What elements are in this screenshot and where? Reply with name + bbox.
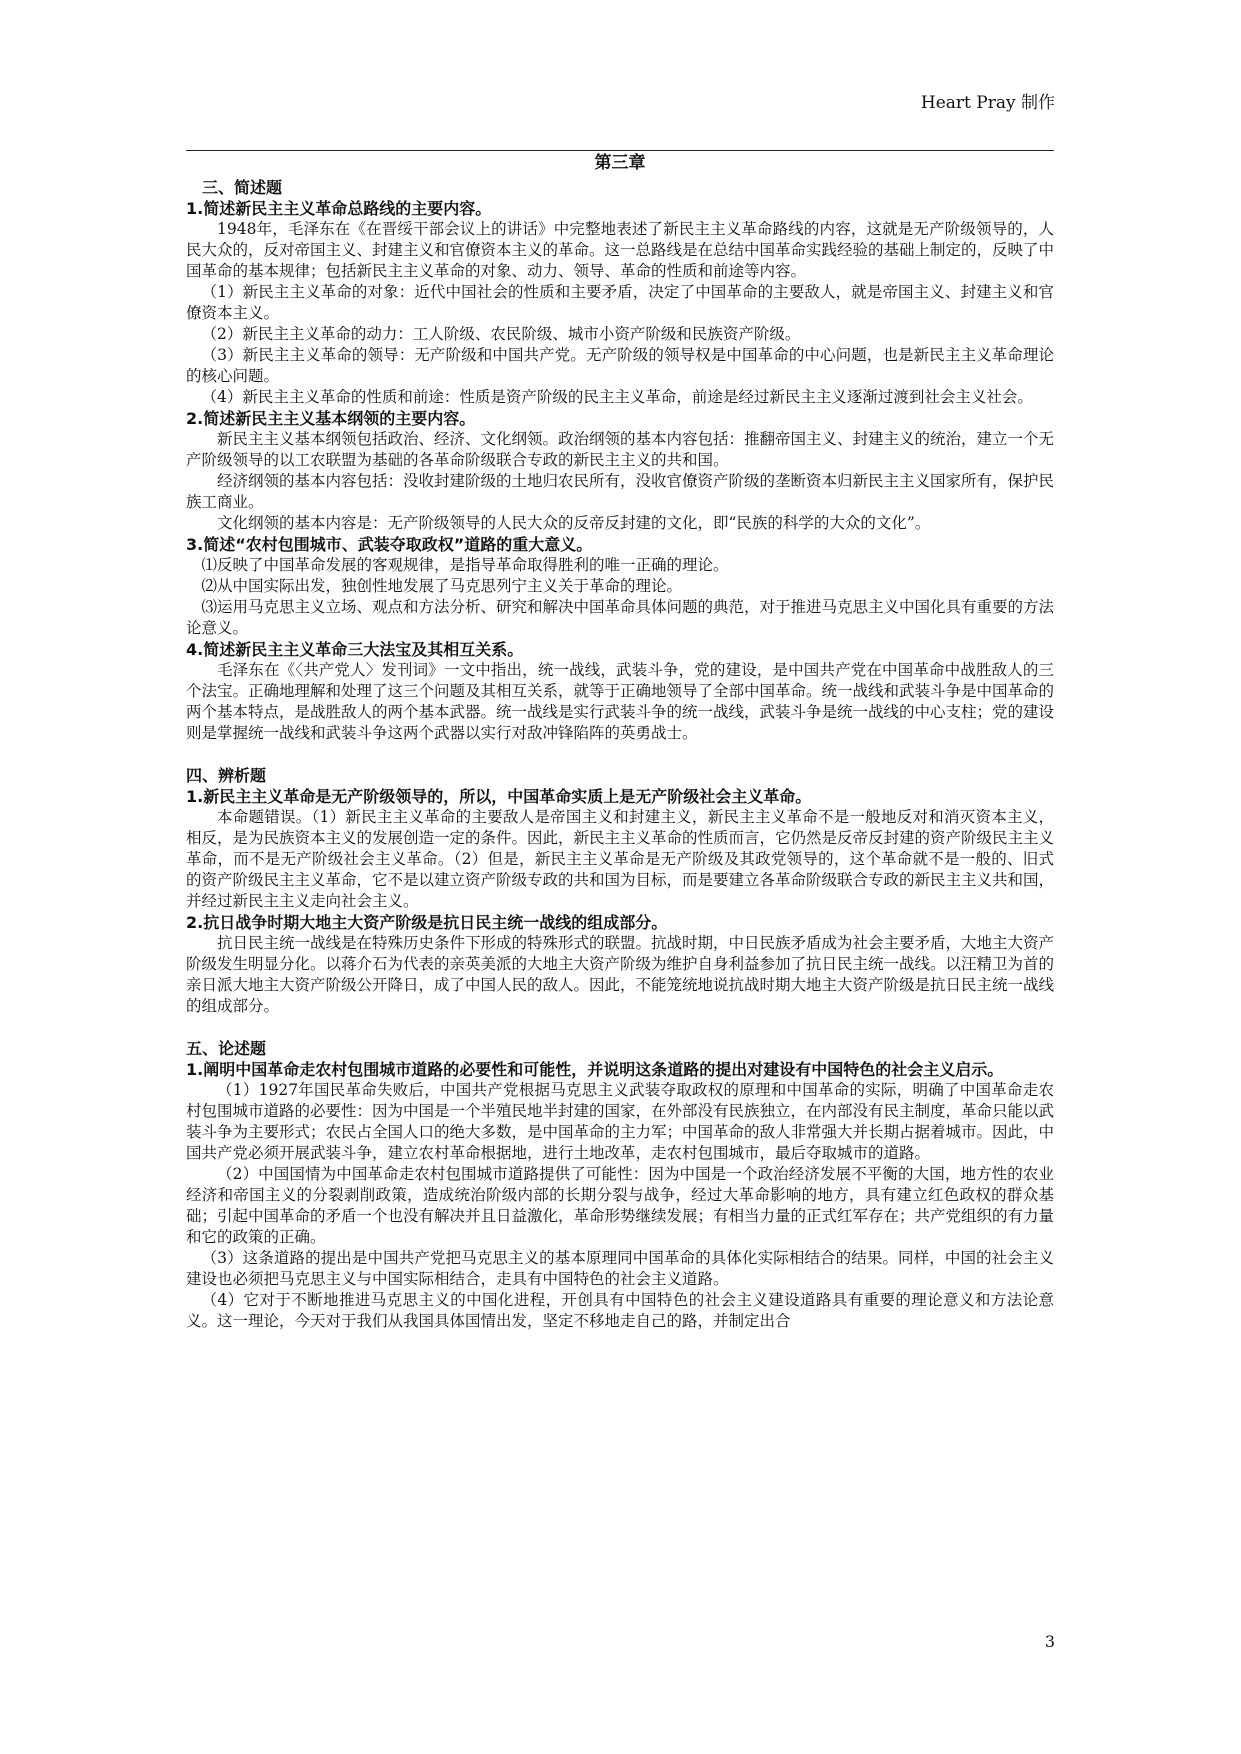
question-title: 4.简述新民主主义革命三大法宝及其相互关系。 [186,640,524,659]
paragraph: （3）这条道路的提出是中国共产党把马克思主义的基本原理同中国革命的具体化实际相结合的结果。同样，中国的社会主义建设也必须把马克思主义与中国实际相结合，走具有中国特色的社会主义道路。 [186,1249,1054,1288]
question-title: 3.简述“农村包围城市、武装夺取政权”道路的重大意义。 [186,535,593,554]
paragraph: （1）新民主主义革命的对象：近代中国社会的性质和主要矛盾，决定了中国革命的主要敌人，就是帝国主义、封建主义和官僚资本主义。 [186,283,1054,322]
page-content [186,150,1054,1332]
paragraph: ⑶运用马克思主义立场、观点和方法分析、研究和解决中国革命具体问题的典范，对于推进马克思主义中国化具有重要的方法论意义。 [186,598,1055,637]
paragraph: 毛泽东在《〈共产党人〉发刊词》一文中指出，统一战线，武装斗争，党的建设，是中国共产党在中国革命中战胜敌人的三个法宝。正确地理解和处理了这三个问题及其相互关系，就等于正确地领导了全部中国革命。统一战线和武装斗争是中国革命的两个基本特点，是战胜敌人的两个基本武器。统一战线是实行武装斗争的统一战线，武装斗争是统一战线的中心支柱；党的建设则是掌握统一战线和武装斗争这两个武器以实行对敌冲锋陷阵的英勇战士。 [186,661,1055,742]
paragraph: 经济纲领的基本内容包括：没收封建阶级的土地归农民所有，没收官僚资产阶级的垄断资本归新民主主义国家所有，保护民族工商业。 [186,472,1055,511]
question-title: 1.阐明中国革命走农村包围城市道路的必要性和可能性，并说明这条道路的提出对建设有中国特色的社会主义启示。 [186,1060,1004,1079]
paragraph: 本命题错误。（1）新民主主义革命的主要敌人是帝国主义和封建主义，新民主主义革命不是一般地反对和消灭资本主义，相反，是为民族资本主义的发展创造一定的条件。因此，新民主主义革命的性质而言，它仍然是反帝反封建的资产阶级民主主义革命，而不是无产阶级社会主义革命。（2）但是，新民主主义革命是无产阶级及其政党领导的，这个革命就不是一般的、旧式的资产阶级民主主义革命，它不是以建立资产阶级专政的共和国为目标，而是要建立各革命阶级联合专政的新民主主义共和国，并经过新民主主义走向社会主义。 [186,808,1055,910]
paragraph: （4）它对于不断地推进马克思主义的中国化进程，开创具有中国特色的社会主义建设道路具有重要的理论意义和方法论意义。这一理论，今天对于我们从我国具体国情出发，坚定不移地走自己的路，并制定出合 [186,1291,1054,1330]
paragraph: （2）中国国情为中国革命走农村包围城市道路提供了可能性：因为中国是一个政治经济发展不平衡的大国，地方性的农业经济和帝国主义的分裂剥削政策，造成统治阶级内部的长期分裂与战争，经过大革命影响的地方，具有建立红色政权的群众基础；引起中国革命的矛盾一个也没有解决并且日益激化，革命形势继续发展；有相当力量的正式红军存在；共产党组织的有力量和它的政策的正确。 [186,1165,1055,1246]
question-title: 2.简述新民主主义基本纲领的主要内容。 [186,409,476,428]
paragraph: （3）新民主主义革命的领导：无产阶级和中国共产党。无产阶级的领导权是中国革命的中心问题，也是新民主主义革命理论的核心问题。 [186,346,1054,385]
paragraph: 文化纲领的基本内容是：无产阶级领导的人民大众的反帝反封建的文化，即“民族的科学的大众的文化”。 [217,514,931,532]
section-title: 四、辨析题 [186,766,267,785]
paragraph: ⑵从中国实际出发，独创性地发展了马克思列宁主义关于革命的理论。 [201,577,683,595]
paragraph: 抗日民主统一战线是在特殊历史条件下形成的特殊形式的联盟。抗战时期，中日民族矛盾成为社会主要矛盾，大地主大资产阶级发生明显分化。以蒋介石为代表的亲英美派的大地主大资产阶级为维护自身利益参加了抗日民主统一战线。以汪精卫为首的亲日派大地主大资产阶级公开降日，成了中国人民的敌人。因此，不能笼统地说抗战时期大地主大资产阶级是抗日民主统一战线的组成部分。 [186,934,1055,1015]
question-title: 1.简述新民主主义革命总路线的主要内容。 [186,199,492,218]
header-mark: Heart Pray 制作 [920,93,1055,113]
paragraph: （2）新民主主义革命的动力：工人阶级、农民阶级、城市小资产阶级和民族资产阶级。 [201,325,801,343]
paragraph: 1948年，毛泽东在《在晋绥干部会议上的讲话》中完整地表述了新民主主义革命路线的内容，这就是无产阶级领导的，人民大众的，反对帝国主义、封建主义和官僚资本主义的革命。这一总路线是在总结中国革命实践经验的基础上制定的，反映了中国革命的基本规律；包括新民主主义革命的对象、动力、领导、革命的性质和前途等内容。 [186,220,1055,280]
chapter-title: 第三章 [594,153,646,173]
section-title: 三、简述题 [202,178,283,197]
section-title: 五、论述题 [186,1039,267,1058]
paragraph: （1）1927年国民革命失败后，中国共产党根据马克思主义武装夺取政权的原理和中国革命的实际，明确了中国革命走农村包围城市道路的必要性：因为中国是一个半殖民地半封建的国家，在外部没有民族独立，在内部没有民主制度，革命只能以武装斗争为主要形式；农民占全国人口的绝大多数，是中国革命的主力军；中国革命的敌人非常强大并长期占据着城市。因此，中国共产党必须开展武装斗争，建立农村革命根据地，进行土地改革，走农村包围城市，最后夺取城市的道路。 [186,1081,1055,1162]
page-number: 3 [1044,1632,1055,1651]
question-title: 2.抗日战争时期大地主大资产阶级是抗日民主统一战线的组成部分。 [186,913,668,932]
paragraph: 新民主主义基本纲领包括政治、经济、文化纲领。政治纲领的基本内容包括：推翻帝国主义、封建主义的统治，建立一个无产阶级领导的以工农联盟为基础的各革命阶级联合专政的新民主主义的共和国。 [186,430,1055,469]
paragraph: ⑴反映了中国革命发展的客观规律，是指导革命取得胜利的唯一正确的理论。 [201,556,729,574]
paragraph: （4）新民主主义革命的性质和前途：性质是资产阶级的民主主义革命，前途是经过新民主主义逐渐过渡到社会主义社会。 [201,388,1033,406]
question-title: 1.新民主主义革命是无产阶级领导的，所以，中国革命实质上是无产阶级社会主义革命。 [186,787,812,806]
